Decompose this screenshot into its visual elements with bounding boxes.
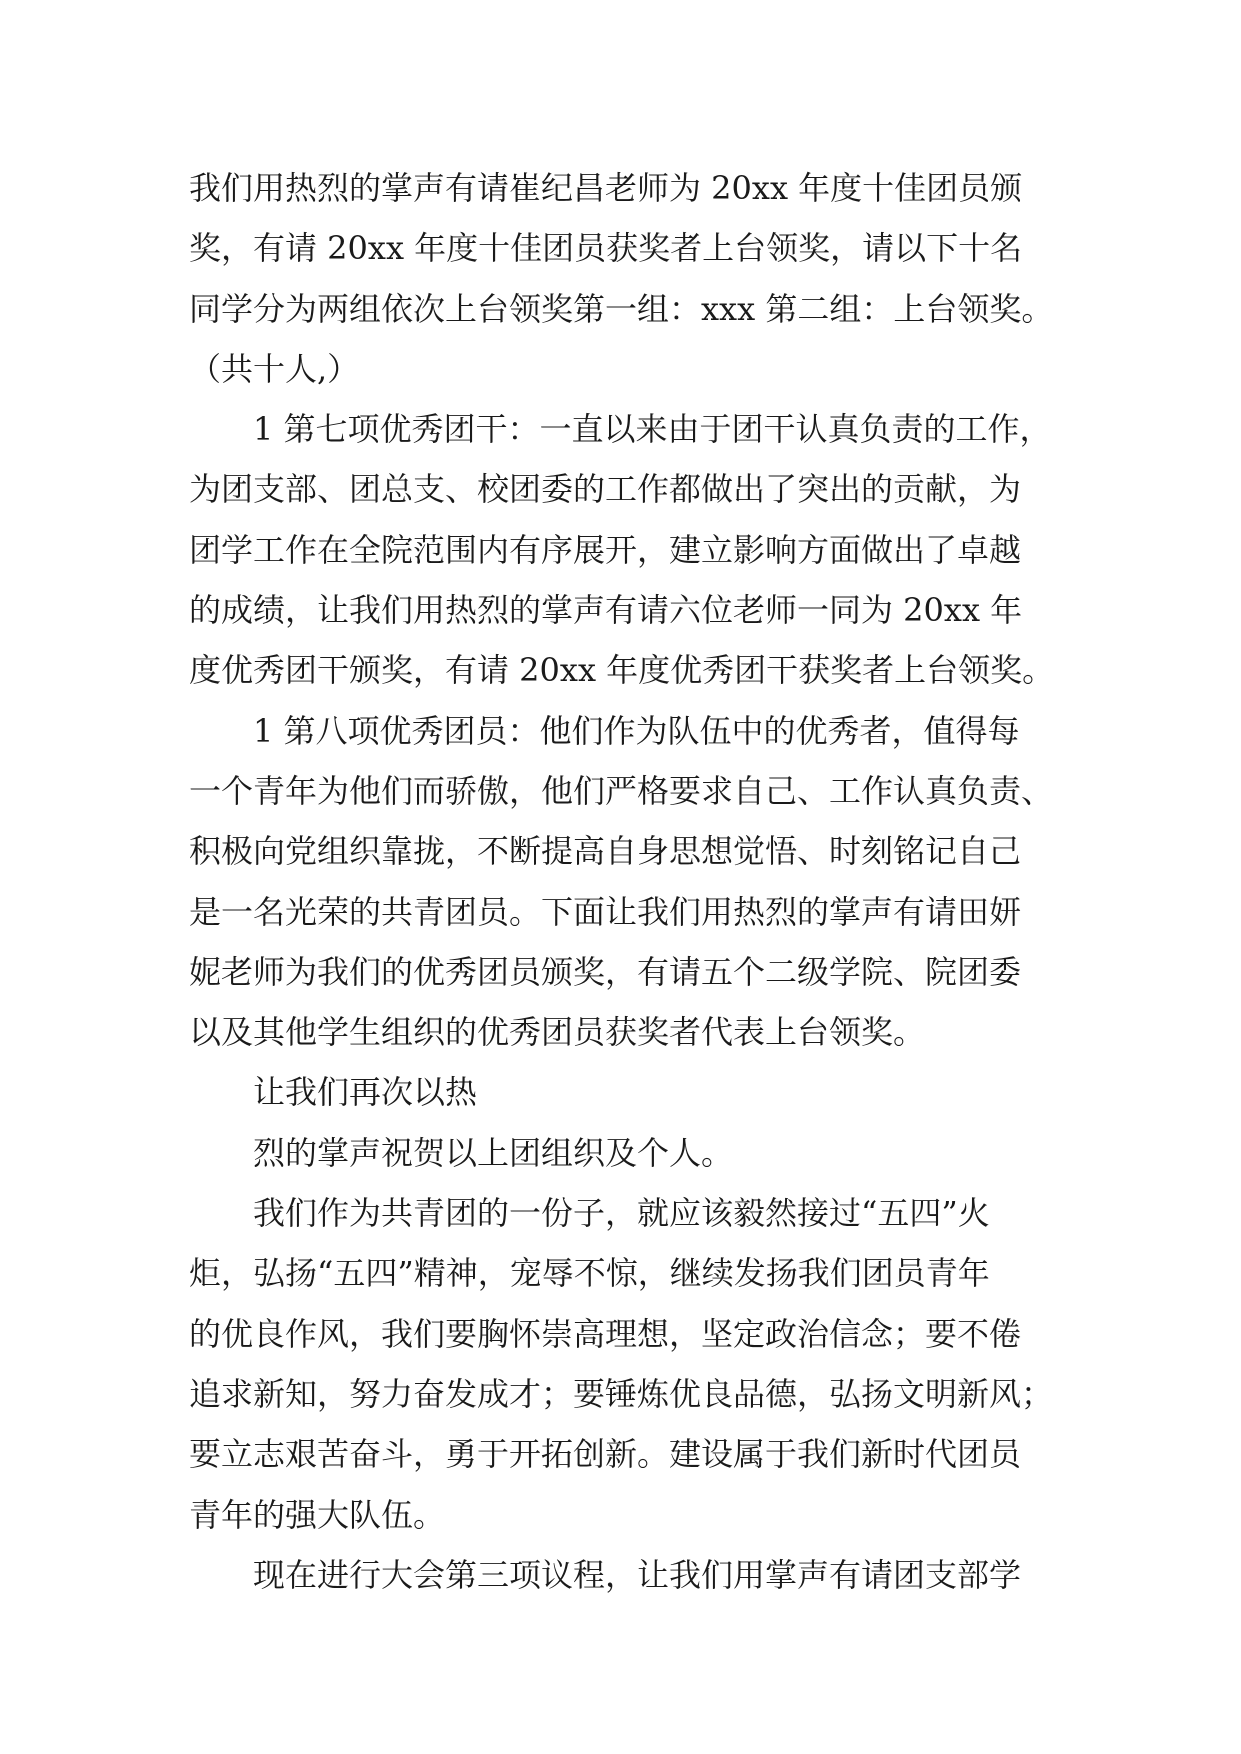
text-line: 一个青年为他们而骄傲，他们严格要求自己、工作认真负责、 xyxy=(189,771,1054,810)
text-line: 青年的强大队伍。 xyxy=(189,1495,446,1534)
text-line: 要立志艰苦奋斗，勇于开拓创新。建设属于我们新时代团员 xyxy=(189,1435,1022,1474)
text-line: 的优良作风，我们要胸怀崇高理想，坚定政治信念；要不倦 xyxy=(189,1314,1022,1353)
text-line: 的成绩，让我们用热烈的掌声有请六位老师一同为 20xx 年 xyxy=(189,591,1023,630)
text-line: 1 第七项优秀团干：一直以来由于团干认真负责的工作， xyxy=(253,410,1052,449)
document-body xyxy=(189,158,1089,1605)
text-line: 1 第八项优秀团员：他们作为队伍中的优秀者，值得每 xyxy=(253,711,1020,750)
text-line: 炬，弘扬“五四”精神，宠辱不惊，继续发扬我们团员青年 xyxy=(189,1254,990,1293)
text-line: 是一名光荣的共青团员。下面让我们用热烈的掌声有请田妍 xyxy=(189,892,1022,931)
text-line: 我们作为共青团的一份子，就应该毅然接过“五四”火 xyxy=(253,1194,990,1233)
text-line: （共十人,） xyxy=(189,349,360,388)
text-line: 奖，有请 20xx 年度十佳团员获奖者上台领奖，请以下十名 xyxy=(189,229,1023,268)
text-line: 烈的掌声祝贺以上团组织及个人。 xyxy=(253,1133,734,1172)
text-line: 团学工作在全院范围内有序展开，建立影响方面做出了卓越 xyxy=(189,530,1022,569)
text-line: 度优秀团干颁奖，有请 20xx 年度优秀团干获奖者上台领奖。 xyxy=(189,651,1055,690)
text-line: 妮老师为我们的优秀团员颁奖，有请五个二级学院、院团委 xyxy=(189,952,1022,991)
text-line: 我们用热烈的掌声有请崔纪昌老师为 20xx 年度十佳团员颁 xyxy=(189,169,1023,207)
text-line: 为团支部、团总支、校团委的工作都做出了突出的贡献，为 xyxy=(189,470,1022,509)
text-line: 让我们再次以热 xyxy=(253,1073,478,1112)
text-line: 积极向党组织靠拢，不断提高自身思想觉悟、时刻铭记自己 xyxy=(189,832,1022,871)
text-line: 同学分为两组依次上台领奖第一组：xxx 第二组：上台领奖。 xyxy=(189,289,1054,328)
text-line: 以及其他学生组织的优秀团员获奖者代表上台领奖。 xyxy=(189,1013,926,1052)
text-line: 现在进行大会第三项议程，让我们用掌声有请团支部学 xyxy=(253,1555,1022,1594)
text-line: 追求新知，努力奋发成才；要锤炼优良品德，弘扬文明新风； xyxy=(189,1374,1054,1413)
